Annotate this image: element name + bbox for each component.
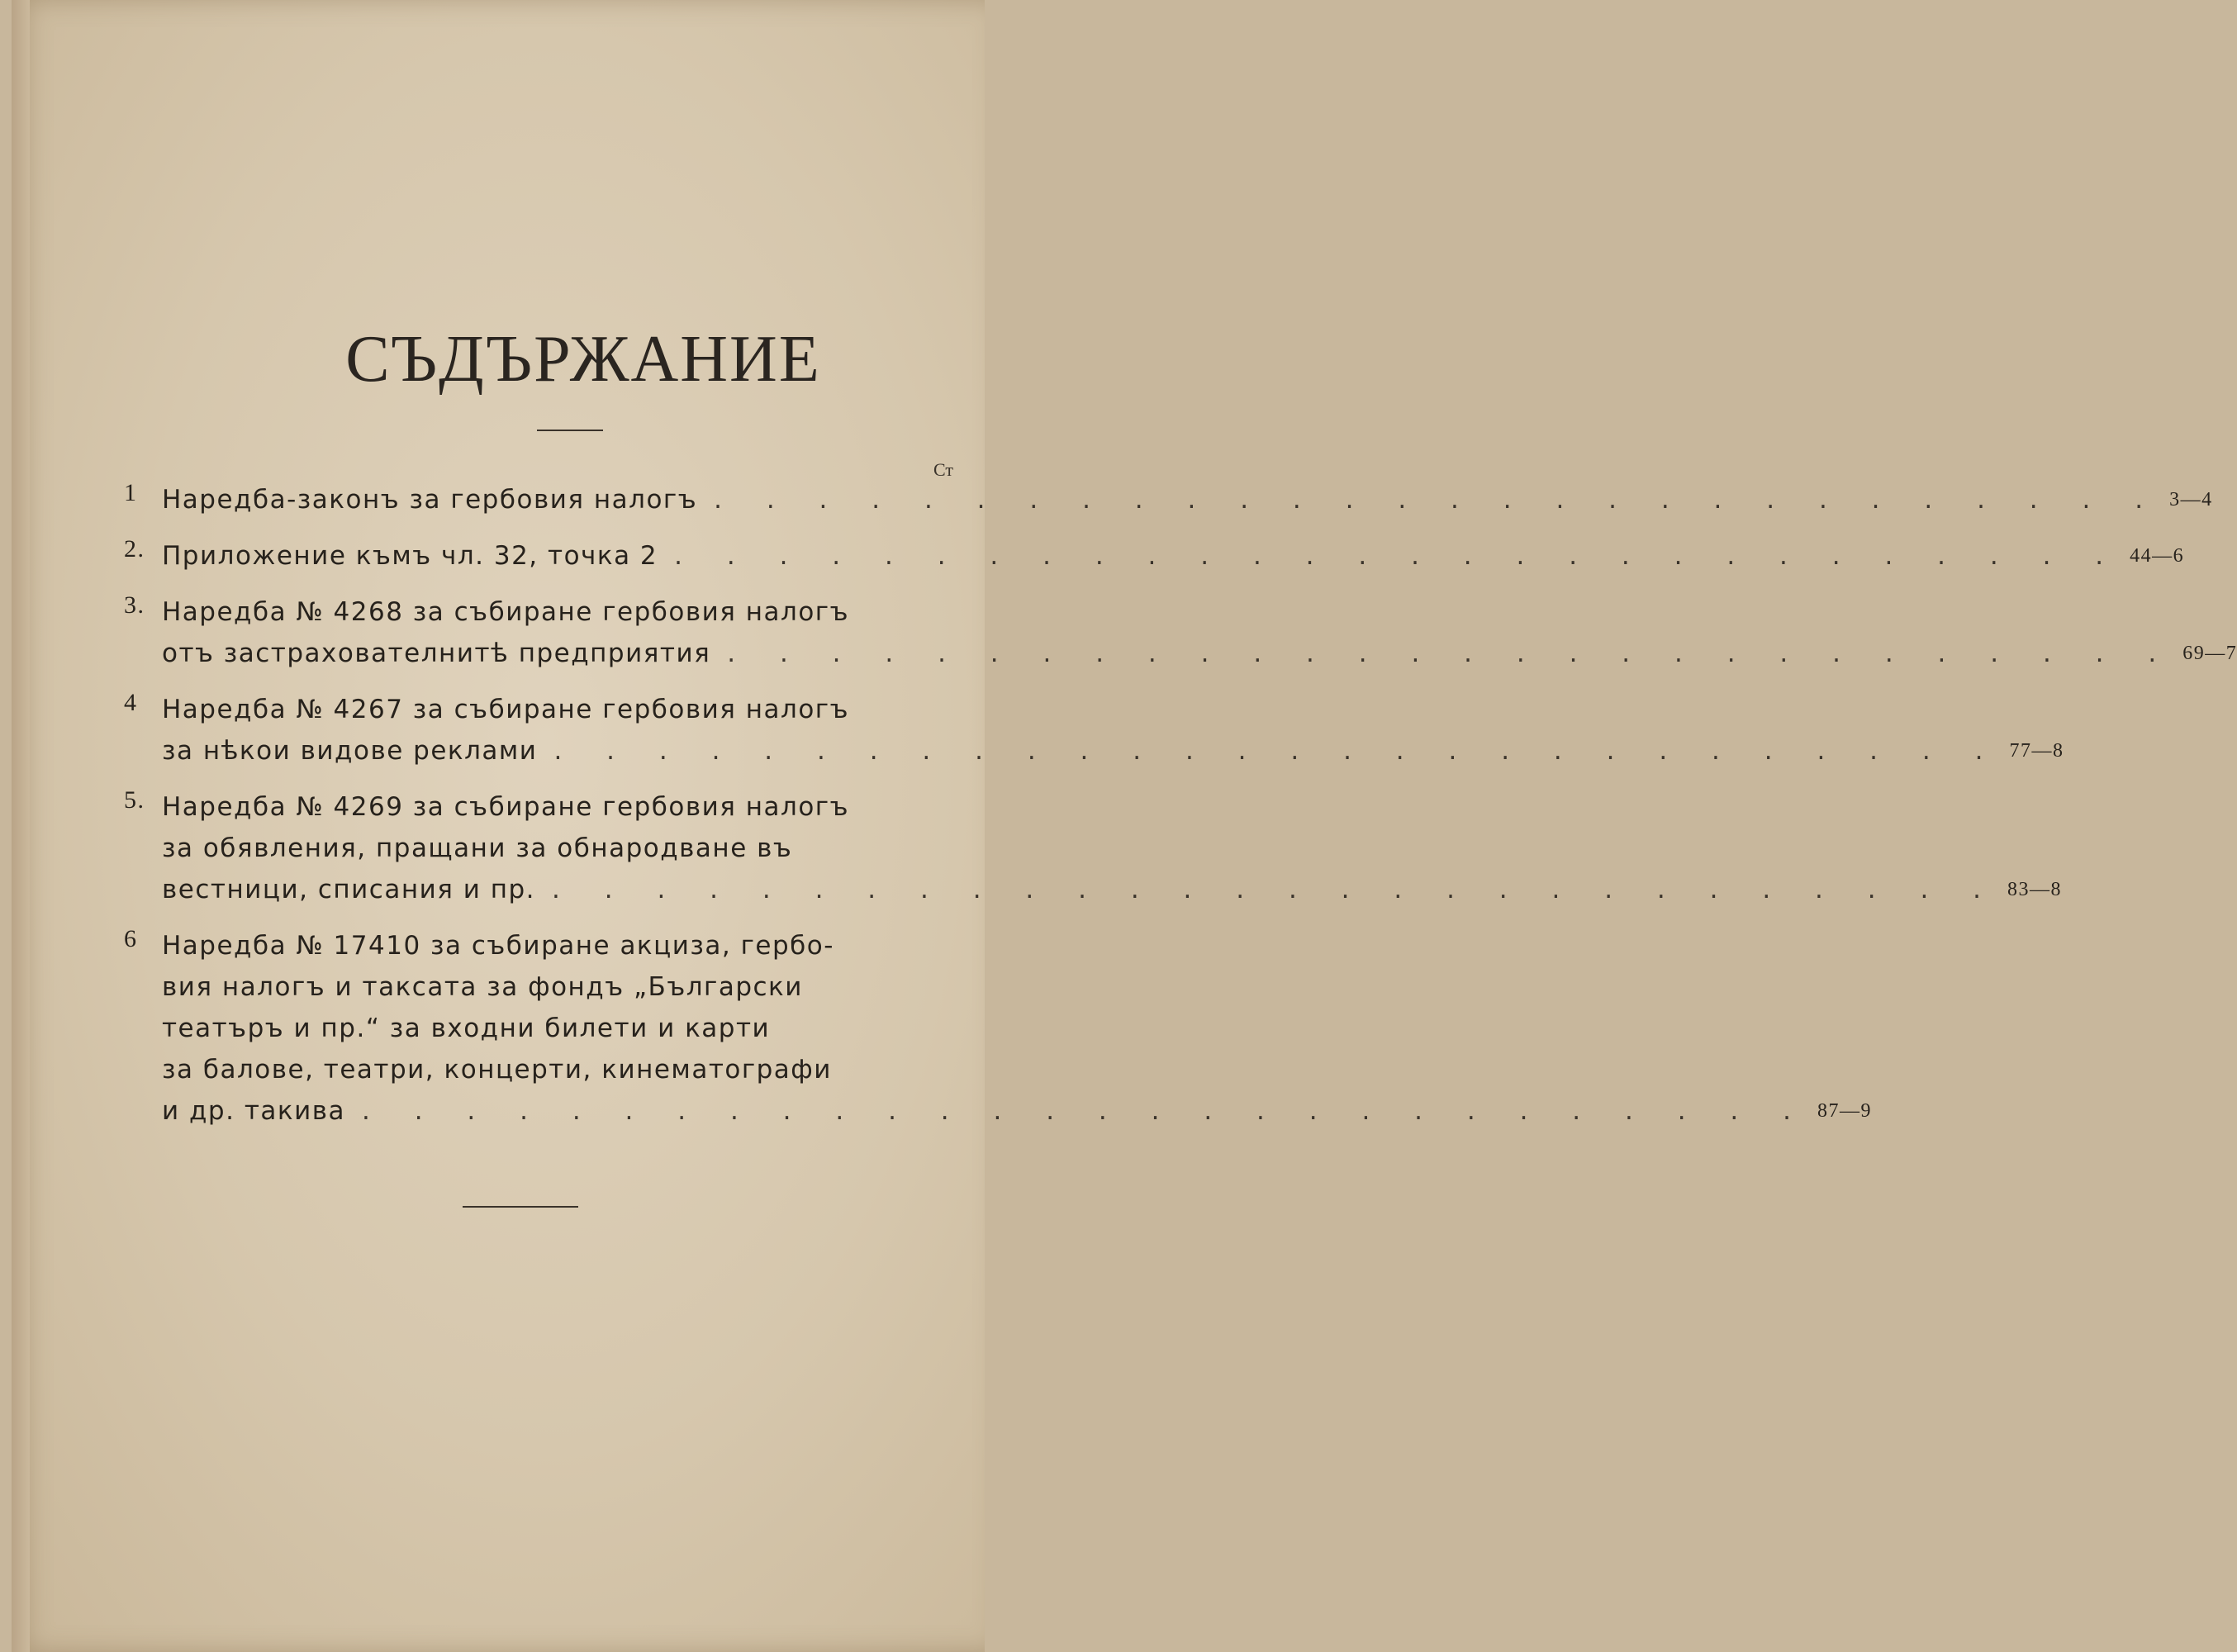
- toc-entry-text: Приложение къмъ чл. 32, точка 2: [162, 541, 658, 571]
- toc-entry: [124, 925, 1872, 1132]
- end-rule: [463, 1206, 578, 1208]
- toc-entry-line: [124, 689, 975, 730]
- toc-entry-pages: 44—6: [2130, 545, 2185, 567]
- toc-entry-text: Наредба-законъ за гербовия налогъ: [162, 485, 698, 515]
- toc-entry-text: отъ застрахователнитѣ предприятия: [162, 638, 711, 668]
- toc-entry-text: вестници, списания и пр.: [162, 875, 536, 904]
- toc-entry-line: [124, 966, 975, 1008]
- title-rule: [537, 430, 603, 431]
- dot-leader: . . . . . . . . . . . . . . . . . . . . . . . . . . . .: [714, 485, 2162, 515]
- toc-entry-line: [124, 1008, 975, 1049]
- toc-entry-number: 6: [124, 925, 138, 952]
- toc-entry-line: [124, 869, 2063, 910]
- toc-entry-number: 1: [124, 479, 138, 506]
- dot-leader: . . . . . . . . . . . . . . . . . . . . . . . . . . . .: [727, 638, 2175, 668]
- dot-leader: . . . . . . . . . . . . . . . . . . . . . . . . . . . .: [553, 736, 2002, 766]
- toc-entry-text: за нѣкои видове реклами: [162, 736, 538, 766]
- toc-entry: [124, 591, 2237, 674]
- toc-entry-line: [124, 591, 975, 633]
- toc-entry-line: [124, 633, 2237, 674]
- toc-entry-number: 5.: [124, 786, 145, 814]
- toc-entry-line: [124, 730, 2064, 771]
- toc-entry-text: и др. такива: [162, 1096, 346, 1126]
- toc-entry-text: театъръ и пр.“ за входни билети и карти: [162, 1014, 771, 1043]
- toc-entry-text: Наредба № 17410 за събиране акциза, гербо-: [162, 931, 834, 961]
- toc-entry-line: [124, 479, 2213, 520]
- toc-entry-pages: 3—4: [2169, 489, 2213, 510]
- toc-entry-line: [124, 786, 975, 828]
- toc-entry-number: 4: [124, 689, 138, 716]
- toc-entry: [124, 479, 2213, 520]
- toc-entry: [124, 786, 2063, 910]
- toc-entry: [124, 689, 2064, 771]
- toc-entry-line: [124, 828, 975, 869]
- toc-entry-number: 2.: [124, 535, 145, 563]
- dot-leader: . . . . . . . . . . . . . . . . . . . . . . . . . . . .: [362, 1096, 1809, 1126]
- toc-entry-text: Наредба № 4268 за събиране гербовия налогъ: [162, 597, 849, 627]
- toc-entry-text: Наредба № 4269 за събиране гербовия налогъ: [162, 792, 849, 822]
- toc-entry-line: [124, 1090, 1872, 1132]
- dot-leader: . . . . . . . . . . . . . . . . . . . . . . . . . . . .: [552, 875, 2000, 904]
- table-of-contents: [124, 479, 2237, 1146]
- toc-entry: [124, 535, 2185, 577]
- page-column-header: Ст: [933, 459, 953, 480]
- dot-leader: . . . . . . . . . . . . . . . . . . . . . . . . . . . .: [674, 541, 2122, 571]
- toc-entry-line: [124, 925, 975, 966]
- toc-entry-text: Наредба № 4267 за събиране гербовия налогъ: [162, 695, 849, 724]
- toc-entry-line: [124, 1049, 975, 1090]
- toc-entry-line: [124, 535, 2185, 577]
- toc-entry-text: за обявления, пращани за обнародване въ: [162, 833, 793, 863]
- toc-entry-pages: 69—7: [2182, 643, 2237, 664]
- toc-entry-pages: 83—8: [2007, 879, 2063, 900]
- toc-entry-text: за балове, театри, концерти, кинематографи: [162, 1055, 832, 1085]
- toc-entry-pages: 87—9: [1817, 1100, 1872, 1122]
- toc-entry-number: 3.: [124, 591, 145, 619]
- toc-entry-text: вия налогъ и таксата за фондъ „Български: [162, 972, 803, 1002]
- page-left-edge: [12, 0, 30, 1652]
- toc-entry-pages: 77—8: [2009, 740, 2064, 762]
- page-title: СЪДЪРЖАНИЕ: [345, 323, 821, 396]
